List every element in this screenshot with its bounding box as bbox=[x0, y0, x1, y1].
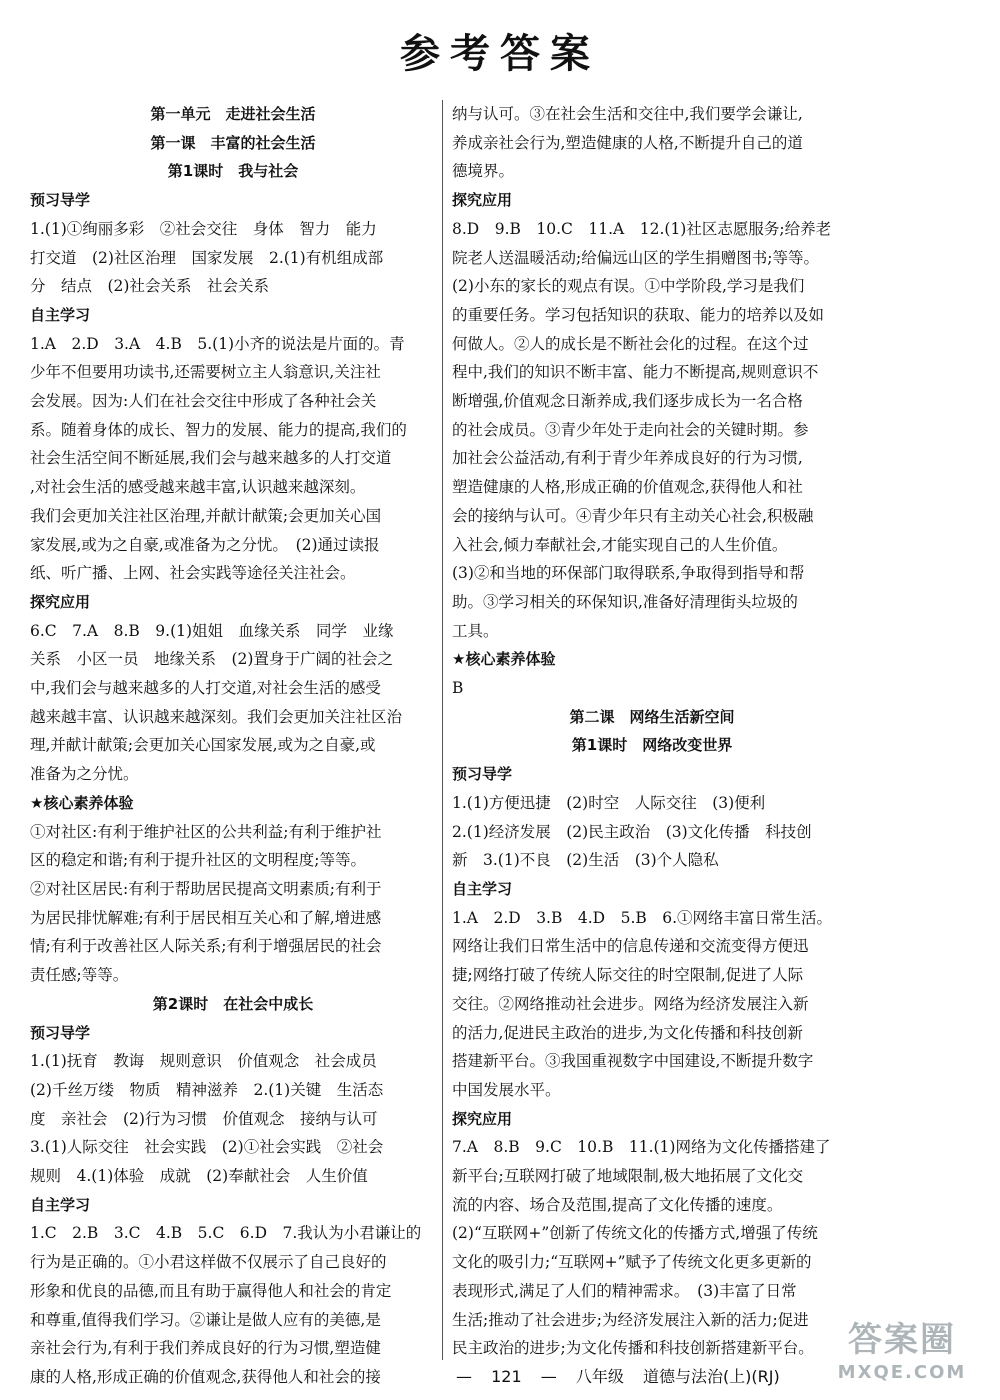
answer-line: 1.A 2.D 3.A 4.B 5.(1)小齐的说法是片面的。青 bbox=[30, 334, 405, 353]
answer-line: 2.(1)经济发展 (2)民主政治 (3)文化传播 科技创 bbox=[452, 822, 812, 841]
answer-line: 工具。 bbox=[452, 621, 499, 640]
subsection-label: 预习导学 bbox=[452, 765, 513, 784]
answer-line: 德境界。 bbox=[452, 162, 515, 181]
answer-line: 会发展。因为:人们在社会交往中形成了各种社会关 bbox=[30, 392, 377, 411]
answer-line: 新 3.(1)不良 (2)生活 (3)个人隐私 bbox=[452, 851, 719, 870]
answer-line: 越来越丰富、认识越来越深刻。我们会更加关注社区治 bbox=[30, 707, 403, 726]
watermark-url: MXQE.COM bbox=[837, 1362, 967, 1383]
answer-line: 家发展,或为之自豪,或准备为之分忧。 (2)通过读报 bbox=[30, 535, 380, 554]
answer-line: 民主政治的进步;为文化传播和科技创新搭建新平台。 bbox=[452, 1339, 814, 1358]
subject-label: 道德与法治(上)(RJ) bbox=[642, 1367, 780, 1386]
answer-line: 交往。②网络推动社会进步。网络为经济发展注入新 bbox=[452, 994, 809, 1013]
answer-line: 中国发展水平。 bbox=[452, 1080, 561, 1099]
answer-line: 何做人。②人的成长是不断社会化的过程。在这个过 bbox=[452, 334, 809, 353]
answer-line: 文化的吸引力;“互联网+”赋予了传统文化更多更新的 bbox=[452, 1253, 812, 1272]
page-number: 121 bbox=[491, 1367, 522, 1386]
answer-line: 社会生活空间不断延展,我们会与越来越多的人打交道 bbox=[30, 449, 392, 468]
subsection-label: 预习导学 bbox=[30, 191, 91, 210]
subsection-label: 探究应用 bbox=[452, 1109, 513, 1128]
answer-line: 的活力,促进民主政治的进步,为文化传播和科技创新 bbox=[452, 1023, 803, 1042]
answer-line: 的社会成员。③青少年处于走向社会的关键时期。参 bbox=[452, 420, 809, 439]
subsection-label: ★核心素养体验 bbox=[452, 650, 556, 669]
answer-line: 亲社会行为,有利于我们养成良好的行为习惯,塑造健 bbox=[30, 1339, 381, 1358]
answer-line: 关系 小区一员 地缘关系 (2)置身于广阔的社会之 bbox=[30, 650, 393, 669]
answer-line: ②对社区居民:有利于帮助居民提高文明素质;有利于 bbox=[30, 879, 382, 898]
page-footer bbox=[456, 1364, 794, 1387]
section-heading: 第一单元 走进社会生活 bbox=[150, 105, 316, 123]
answer-line: (2)小东的家长的观点有误。①中学阶段,学习是我们 bbox=[452, 277, 805, 296]
answer-line: 度 亲社会 (2)行为习惯 价值观念 接纳与认可 bbox=[30, 1109, 378, 1128]
answer-line: 院老人送温暖活动;给偏远山区的学生捐赠图书;等等。 bbox=[452, 248, 819, 267]
page-title: 参考答案 bbox=[400, 30, 600, 77]
section-heading: 第一课 丰富的社会生活 bbox=[150, 133, 316, 152]
section-heading: 第1课时 网络改变世界 bbox=[571, 736, 733, 755]
answer-line: 表现形式,满足了人们的精神需求。 (3)丰富了日常 bbox=[452, 1281, 797, 1300]
answer-line: 流的内容、场合及范围,提高了文化传播的速度。 bbox=[452, 1195, 783, 1214]
answer-line: 规则 4.(1)体验 成就 (2)奉献社会 人生价值 bbox=[30, 1167, 368, 1186]
subsection-label: 自主学习 bbox=[30, 305, 91, 324]
answer-line: 责任感;等等。 bbox=[30, 966, 129, 985]
answer-line: 7.A 8.B 9.C 10.B 11.(1)网络为文化传播搭建了 bbox=[452, 1138, 831, 1157]
answer-line: 区的稳定和谐;有利于提升社区的文明程度;等等。 bbox=[30, 851, 366, 870]
answer-line: 1.(1)①绚丽多彩 ②社会交往 身体 智力 能力 bbox=[30, 219, 377, 238]
answer-line: 断增强,价值观念日渐养成,我们逐步成长为一名合格 bbox=[452, 392, 803, 411]
answer-line: 搭建新平台。③我国重视数字中国建设,不断提升数字 bbox=[452, 1052, 814, 1071]
answer-line: 1.A 2.D 3.B 4.D 5.B 6.①网络丰富日常生活。 bbox=[452, 908, 833, 927]
answer-line: 形象和优良的品德,而且有助于赢得他人和社会的肯定 bbox=[30, 1281, 392, 1300]
answer-line: 的重要任务。学习包括知识的获取、能力的培养以及如 bbox=[452, 305, 825, 324]
section-heading: 第2课时 在社会中成长 bbox=[152, 994, 314, 1013]
answer-line: 和尊重,值得我们学习。②谦让是做人应有的美德,是 bbox=[30, 1310, 381, 1329]
grade-label: 八年级 bbox=[575, 1367, 624, 1386]
footer-dash-left: — bbox=[456, 1367, 472, 1386]
answer-line: 程中,我们的知识不断丰富、能力不断提高,规则意识不 bbox=[452, 363, 819, 382]
answer-line: 新平台;互联网打破了地域限制,极大地拓展了文化交 bbox=[452, 1167, 804, 1186]
answer-line: (3)②和当地的环保部门取得联系,争取得到指导和帮 bbox=[452, 564, 805, 583]
answer-line: 我们会更加关注社区治理,并献计献策;会更加关心国 bbox=[30, 506, 382, 525]
answer-line: 塑造健康的人格,形成正确的价值观念,获得他人和社 bbox=[452, 478, 803, 497]
answer-line: 入社会,倾力奉献社会,才能实现自己的人生价值。 bbox=[452, 535, 788, 554]
answer-line: 少年不但要用功读书,还需要树立主人翁意识,关注社 bbox=[30, 363, 381, 382]
answer-line: 中,我们会与越来越多的人打交道,对社会生活的感受 bbox=[30, 679, 381, 698]
answer-line: (2)“互联网+”创新了传统文化的传播方式,增强了传统 bbox=[452, 1224, 818, 1243]
answer-line: 6.C 7.A 8.B 9.(1)姐姐 血缘关系 同学 业缘 bbox=[30, 621, 394, 640]
subsection-label: 探究应用 bbox=[30, 592, 91, 611]
answer-line: 助。③学习相关的环保知识,准备好清理街头垃圾的 bbox=[452, 592, 798, 611]
answer-line: 养成亲社会行为,塑造健康的人格,不断提升自己的道 bbox=[452, 133, 803, 152]
answer-line: 网络让我们日常生活中的信息传递和交流变得方便迅 bbox=[452, 937, 809, 956]
watermark-text: 答案圈 bbox=[848, 1320, 956, 1360]
answer-line: 加社会公益活动,有利于青少年养成良好的行为习惯, bbox=[452, 449, 803, 468]
answer-line: ,对社会生活的感受越来越丰富,认识越来越深刻。 bbox=[30, 478, 366, 497]
subsection-label: ★核心素养体验 bbox=[30, 793, 134, 812]
answer-line: 打交道 (2)社区治理 国家发展 2.(1)有机组成部 bbox=[30, 248, 384, 267]
answer-line: 8.D 9.B 10.C 11.A 12.(1)社区志愿服务;给养老 bbox=[452, 219, 832, 238]
answer-line: 分 结点 (2)社会关系 社会关系 bbox=[30, 277, 269, 296]
subsection-label: 预习导学 bbox=[30, 1023, 91, 1042]
section-heading: 第二课 网络生活新空间 bbox=[569, 707, 735, 726]
answer-line: 1.(1)抚育 教诲 规则意识 价值观念 社会成员 bbox=[30, 1052, 377, 1071]
subsection-label: 自主学习 bbox=[30, 1195, 91, 1214]
answer-line: B bbox=[452, 679, 464, 698]
answer-line: 系。随着身体的成长、智力的发展、能力的提高,我们的 bbox=[30, 420, 407, 439]
answer-line: 康的人格,形成正确的价值观念,获得他人和社会的接 bbox=[30, 1367, 381, 1386]
answer-line: 准备为之分忧。 bbox=[30, 765, 139, 784]
answer-line: 捷;网络打破了传统人际交往的时空限制,促进了人际 bbox=[452, 966, 804, 985]
answer-line: 1.(1)方便迅捷 (2)时空 人际交往 (3)便利 bbox=[452, 793, 766, 812]
answer-line: ①对社区:有利于维护社区的公共利益;有利于维护社 bbox=[30, 822, 382, 841]
answer-line: 会的接纳与认可。④青少年只有主动关心社会,积极融 bbox=[452, 506, 814, 525]
answer-line: 纳与认可。③在社会生活和交往中,我们要学会谦让, bbox=[452, 105, 803, 123]
answer-line: (2)千丝万缕 物质 精神滋养 2.(1)关键 生活态 bbox=[30, 1080, 384, 1099]
answer-line: 行为是正确的。①小君这样做不仅展示了自己良好的 bbox=[30, 1253, 387, 1272]
answer-line: 3.(1)人际交往 社会实践 (2)①社会实践 ②社会 bbox=[30, 1138, 384, 1157]
section-heading: 第1课时 我与社会 bbox=[167, 162, 299, 181]
subsection-label: 探究应用 bbox=[452, 191, 513, 210]
answer-line: 情;有利于改善社区人际关系;有利于增强居民的社会 bbox=[30, 937, 382, 956]
answer-line: 纸、听广播、上网、社会实践等途径关注社会。 bbox=[30, 564, 356, 583]
answer-line: 1.C 2.B 3.C 4.B 5.C 6.D 7.我认为小君谦让的 bbox=[30, 1224, 422, 1243]
right-column bbox=[452, 100, 852, 1362]
subsection-label: 自主学习 bbox=[452, 879, 513, 898]
watermark-logo bbox=[812, 1318, 992, 1394]
column-divider bbox=[442, 100, 443, 1360]
footer-dash-right: — bbox=[540, 1367, 557, 1386]
answer-line: 生活;推动了社会进步;为经济发展注入新的活力;促进 bbox=[452, 1310, 809, 1329]
answer-line: 为居民排忧解难;有利于居民相互关心和了解,增进感 bbox=[30, 908, 382, 927]
left-column bbox=[30, 100, 436, 1386]
answer-line: 理,并献计献策;会更加关心国家发展,或为之自豪,或 bbox=[30, 736, 376, 755]
